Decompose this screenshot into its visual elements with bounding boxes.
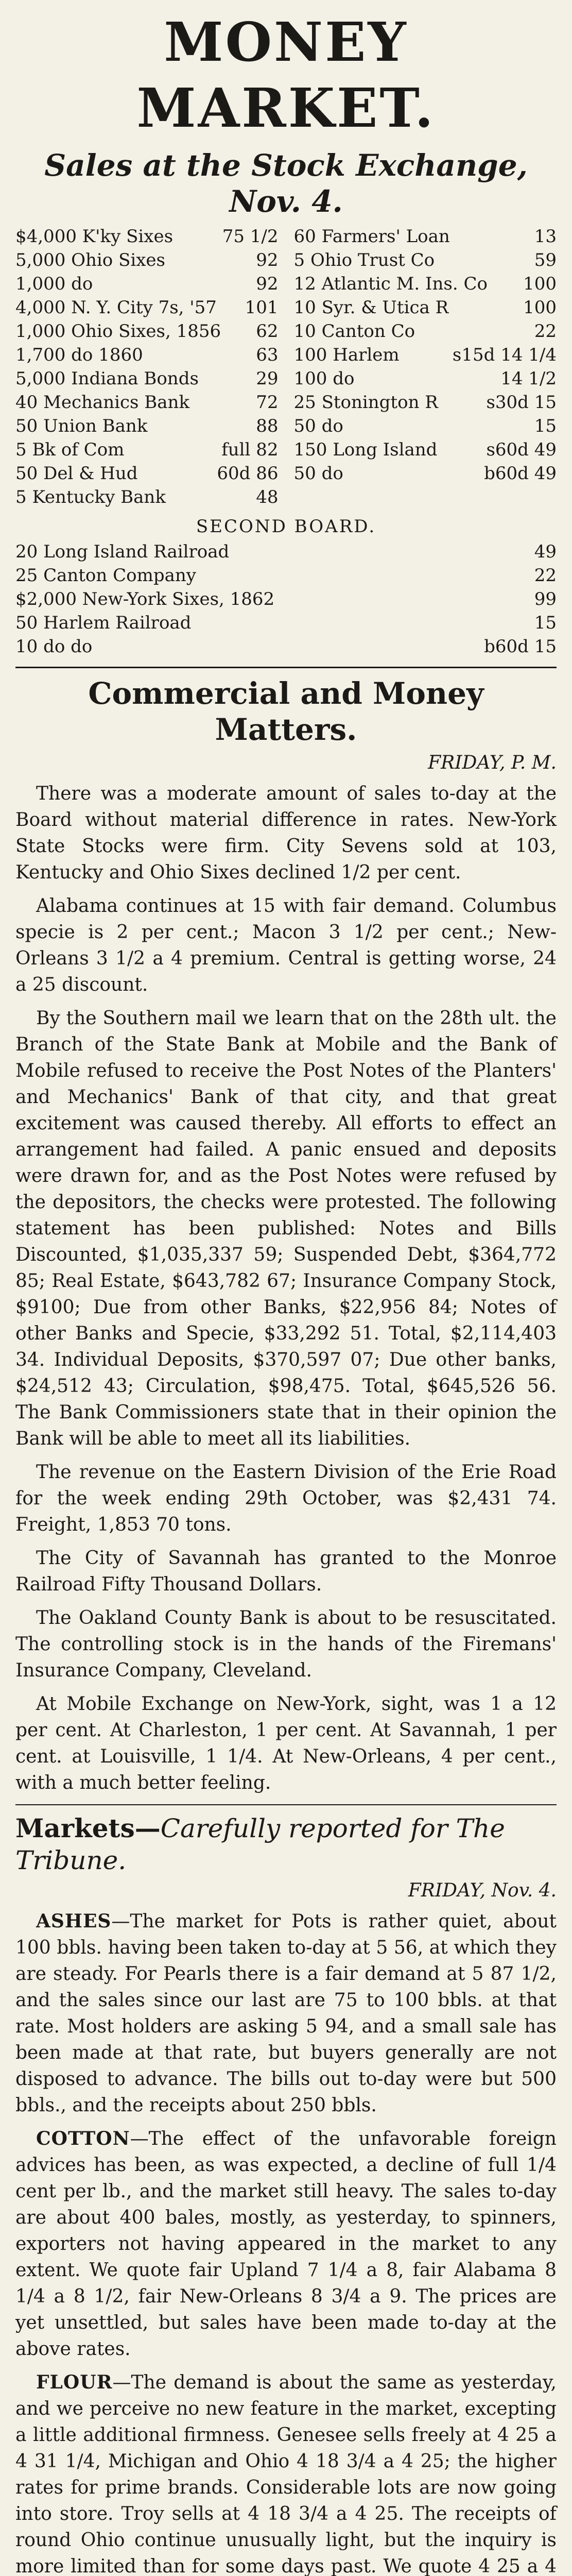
market-commodity: ASHES (36, 1910, 112, 1932)
stock-sale-label: 1,000 Ohio Sixes, 1856 (15, 321, 221, 342)
markets-dateline: FRIDAY, Nov. 4. (408, 1880, 557, 1901)
stock-sale-label: 50 Del & Hud (15, 463, 138, 484)
stock-sale-label: 25 Canton Company (15, 565, 196, 586)
stock-sale-row (294, 248, 557, 272)
market-report-paragraph (15, 1908, 557, 2119)
stock-sale-label: 5 Ohio Trust Co (293, 250, 435, 270)
sales-right-column (294, 225, 557, 509)
commercial-dateline: FRIDAY, P. M. (428, 752, 557, 773)
stock-sale-value: 60d 86 (217, 463, 279, 484)
markets-subheading: Carefully reported for The Tribune. (15, 1814, 505, 1875)
stock-sale-row (15, 587, 557, 611)
stock-sale-label: 1,700 do 1860 (15, 345, 143, 365)
stock-sale-row (294, 343, 557, 367)
commercial-body (15, 781, 557, 1796)
second-board-heading: SECOND BOARD. (196, 516, 376, 537)
market-report-paragraph (15, 2126, 557, 2362)
stock-sale-row (15, 540, 557, 564)
commercial-paragraph: There was a moderate amount of sales to-day at the Board without material difference in rates. New-York State Stocks were firm. City Sevens sold at 103, Kentucky and Ohio Sixes declined 1/2 per cent. (15, 783, 557, 883)
stock-sale-row (294, 462, 557, 485)
stock-sale-label: 5 Bk of Com (15, 439, 125, 460)
stock-sale-label: 50 Union Bank (15, 416, 148, 436)
stock-sale-row (15, 462, 279, 485)
stock-sale-value: 88 (256, 416, 279, 436)
stock-sale-value: 99 (534, 589, 557, 609)
market-commodity: COTTON (36, 2128, 130, 2149)
stock-sale-value: 92 (256, 250, 279, 270)
stock-sale-label: 50 do (293, 463, 343, 484)
stock-sale-value: 100 (523, 274, 557, 294)
stock-sale-label: $2,000 New-York Sixes, 1862 (15, 589, 275, 609)
stock-sale-label: 12 Atlantic M. Ins. Co (293, 274, 488, 294)
stock-sale-value: s15d 14 1/4 (452, 345, 557, 365)
commercial-paragraph: At Mobile Exchange on New-York, sight, was 1 a 12 per cent. At Charleston, 1 per cent. At Savannah, 1 per cent. at Louisville, 1 1/4. At New-Orleans, 4 per cent., with a much better feeling. (15, 1693, 557, 1793)
market-commodity: FLOUR (36, 2371, 113, 2393)
stock-sale-label: 10 Syr. & Utica R (293, 297, 449, 318)
markets-body (15, 1908, 557, 2576)
market-report-paragraph (15, 2369, 557, 2576)
stock-sale-value: 72 (256, 392, 279, 413)
stock-sale-label: 40 Mechanics Bank (15, 392, 190, 413)
stock-sale-value: 15 (534, 416, 557, 436)
sales-left-column (15, 225, 279, 509)
stock-sale-label: 50 do (293, 416, 343, 436)
stock-sale-label: 150 Long Island (293, 439, 438, 460)
stock-sale-value: 13 (534, 226, 557, 247)
stock-sale-row (15, 319, 279, 343)
commercial-paragraph: The Oakland County Bank is about to be resuscitated. The controlling stock is in the hands of the Firemans' Insurance Company, Cleveland. (15, 1607, 557, 1681)
stock-sale-value: 92 (256, 274, 279, 294)
stock-sale-value: b60d 15 (484, 636, 557, 657)
stock-sale-label: $4,000 K'ky Sixes (15, 226, 174, 247)
stock-sale-row (15, 485, 279, 509)
stock-sale-label: 4,000 N. Y. City 7s, '57 (15, 297, 217, 318)
second-board-column (15, 540, 557, 658)
stock-sale-value: b60d 49 (484, 463, 557, 484)
market-report-text: —The market for Pots is rather quiet, about 100 bbls. having been taken to-day at 5 56, at which they are steady. For Pearls there is a fair demand at 5 87 1/2, and the sales since our last are 75 to 100 bbls. at that rate. Most holders are asking 5 94, and a small sale has been made at that rate, but buyers generally are not disposed to advance. The bills out to-day were but 500 bbls., and the receipts about 250 bbls. (15, 1911, 557, 2116)
stock-sale-value: 14 1/2 (500, 368, 557, 389)
page-title: MONEY MARKET. (136, 10, 436, 140)
stock-sale-row (15, 343, 279, 367)
stock-sale-label: 100 do (293, 368, 355, 389)
stock-sale-row (294, 272, 557, 296)
stock-sale-value: 62 (256, 321, 279, 342)
sales-table (15, 225, 557, 509)
stock-sale-value: 48 (256, 487, 279, 507)
stock-sale-label: 60 Farmers' Loan (293, 226, 450, 247)
stock-sale-value: s30d 15 (486, 392, 557, 413)
commercial-paragraph: The City of Savannah has granted to the Monroe Railroad Fifty Thousand Dollars. (15, 1548, 557, 1595)
stock-sale-row (15, 248, 279, 272)
stock-sale-value: full 82 (221, 439, 279, 460)
divider (15, 667, 557, 668)
commercial-paragraph: The revenue on the Eastern Division of the Erie Road for the week ending 29th October, was $2,431 74. Freight, 1,853 70 tons. (15, 1462, 557, 1535)
stock-sale-value: 29 (256, 368, 279, 389)
stock-sale-row (15, 296, 279, 319)
stock-sale-row (294, 391, 557, 414)
stock-sale-row (294, 438, 557, 462)
stock-sale-row (15, 611, 557, 635)
stock-sale-value: 101 (245, 297, 279, 318)
stock-sale-row (294, 414, 557, 438)
commercial-paragraph: Alabama continues at 15 with fair demand. Columbus specie is 2 per cent.; Macon 3 1/2 per cent.; New-Orleans 3 1/2 a 4 premium. Central is getting worse, 24 a 25 discount. (15, 895, 557, 995)
stock-sale-value: 75 1/2 (222, 226, 279, 247)
stock-sale-label: 20 Long Island Railroad (15, 541, 230, 562)
stock-sale-label: 100 Harlem (293, 345, 400, 365)
stock-sale-value: 22 (534, 565, 557, 586)
stock-sale-row (15, 635, 557, 658)
stock-sale-value: 59 (534, 250, 557, 270)
stock-sale-value: 49 (534, 541, 557, 562)
divider (15, 1804, 557, 1805)
stock-sale-row (15, 414, 279, 438)
stock-sale-row (294, 296, 557, 319)
market-report-text: —The effect of the unfavorable foreign advices has been, as was expected, a decline of full 1/4 cent per lb., and the market still heavy. The sales to-day are about 400 bales, mostly, as yesterday, to spinners, exporters not having appeared in the market to any extent. We quote fair Upland 7 1/4 a 8, fair Alabama 8 1/4 a 8 1/2, fair New-Orleans 8 3/4 a 9. The prices are yet unsettled, but sales have been made to-day at the above rates. (15, 2128, 557, 2360)
stock-sale-row (294, 225, 557, 248)
stock-sale-value: 100 (523, 297, 557, 318)
stock-sale-row (15, 438, 279, 462)
commercial-heading: Commercial and Money Matters. (88, 676, 484, 747)
second-board-table (15, 540, 557, 658)
stock-sale-row (15, 564, 557, 587)
markets-heading-label: Markets— (15, 1813, 161, 1843)
stock-sale-row (15, 367, 279, 391)
stock-sale-row (15, 225, 279, 248)
stock-sale-label: 5 Kentucky Bank (15, 487, 166, 507)
commercial-paragraph: By the Southern mail we learn that on the 28th ult. the Branch of the State Bank at Mobile and the Bank of Mobile refused to receive the Post Notes of the Planters' and Mechanics' Bank of that city, and that great excitement was caused thereby. All efforts to effect an arrangement had failed. A panic ensued and deposits were drawn for, and as the Post Notes were refused by the depositors, the checks were protested. The following statement has been published: Notes and Bills Discounted, $1,035,337 59; Suspended Debt, $364,772 85; Real Estate, $643,782 67; Insurance Company Stock, $9100; Due from other Banks, $22,956 84; Notes of other Banks and Specie, $33,292 51. Total, $2,114,403 34. Individual Deposits, $370,597 07; Due other banks, $24,512 43; Circulation, $98,475. Total, $645,526 56. The Bank Commissioners state that in their opinion the Bank will be able to meet all its liabilities. (15, 1008, 557, 1449)
stock-sale-label: 5,000 Ohio Sixes (15, 250, 165, 270)
stock-sale-label: 25 Stonington R (293, 392, 438, 413)
stock-sale-value: 15 (534, 613, 557, 633)
stock-sale-row (294, 367, 557, 391)
stock-sale-row (294, 319, 557, 343)
sales-heading: Sales at the Stock Exchange, Nov. 4. (44, 148, 528, 219)
stock-sale-label: 10 Canton Co (293, 321, 415, 342)
stock-sale-row (15, 272, 279, 296)
stock-sale-label: 5,000 Indiana Bonds (15, 368, 199, 389)
stock-sale-label: 50 Harlem Railroad (15, 613, 192, 633)
stock-sale-value: s60d 49 (486, 439, 557, 460)
stock-sale-value: 63 (256, 345, 279, 365)
markets-heading (15, 1812, 557, 1876)
stock-sale-label: 10 do do (15, 636, 93, 657)
stock-sale-label: 1,000 do (15, 274, 93, 294)
stock-sale-value: 22 (534, 321, 557, 342)
market-report-text: —The demand is about the same as yesterday, and we perceive no new feature in the market, excepting a little additional firmness. Genesee sells freely at 4 25 a 4 31 1/4, Michigan and Ohio 4 18 3/4 a 4 25; the higher rates for prime brands. Considerable lots are now going into store. Troy sells at 4 18 3/4 a 4 25. The receipts of round Ohio continue unusually light, but the inquiry is more limited than for some days past. We quote 4 25 a 4 (15, 2372, 557, 2576)
stock-sale-row (15, 391, 279, 414)
